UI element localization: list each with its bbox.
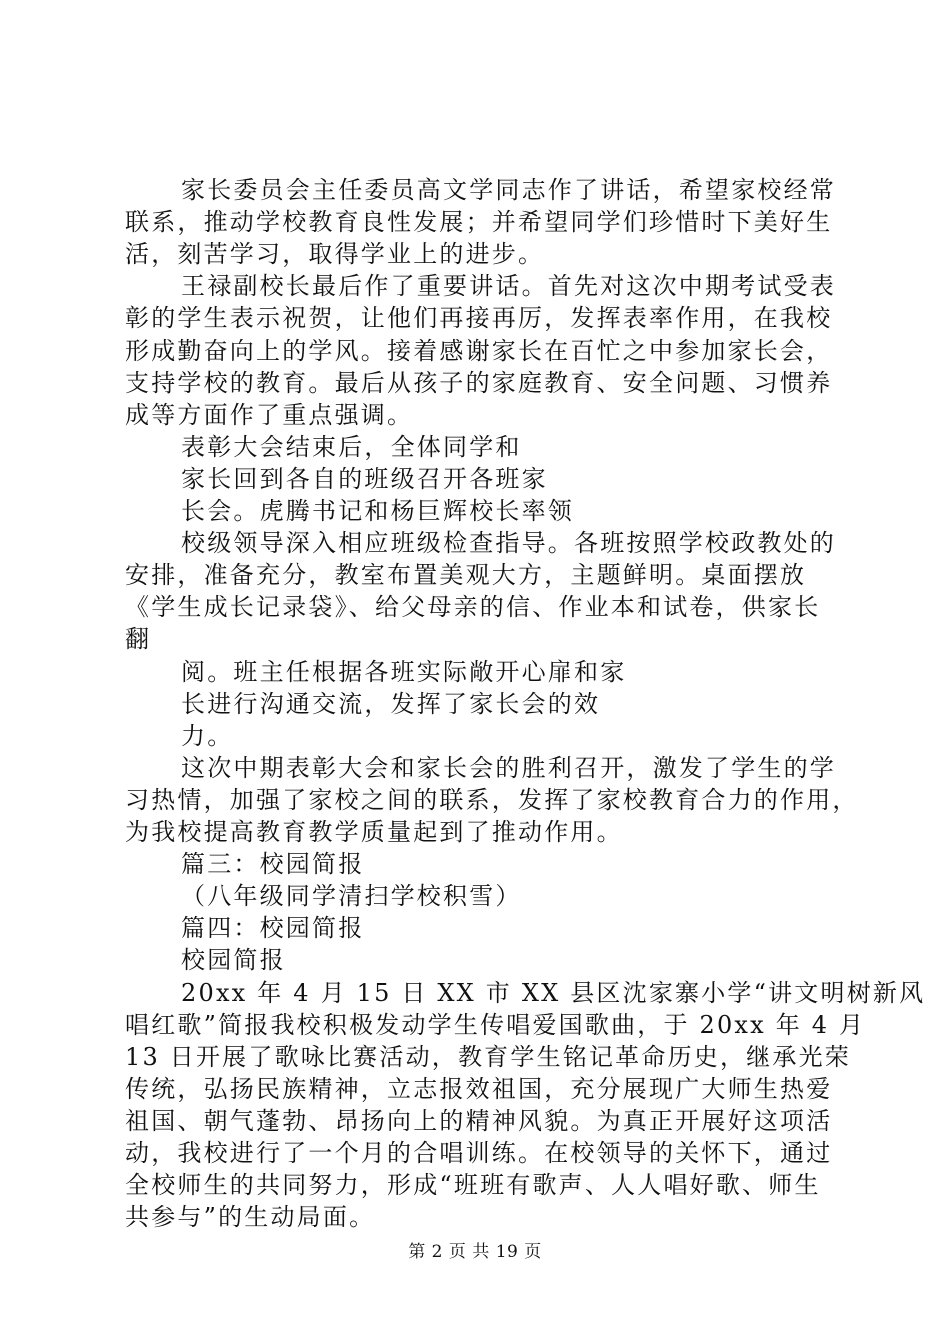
text-line: 共参与”的生动局面。 <box>125 1203 376 1232</box>
text-line: 为我校提高教育教学质量起到了推动作用。 <box>125 818 623 846</box>
text-line: 长会。虎腾书记和杨巨辉校长率领 <box>181 497 574 525</box>
text-line: 篇四：校园简报 <box>181 914 365 943</box>
text-line: 传统，弘扬民族精神，立志报效祖国，充分展现广大师生热爱 <box>125 1074 833 1103</box>
text-line: 活，刻苦学习，取得学业上的进步。 <box>125 240 545 269</box>
text-line: 阅。班主任根据各班实际敞开心扉和家 <box>181 657 627 686</box>
text-line: 联系，推动学校教育良性发展；并希望同学们珍惜时下美好生 <box>125 208 833 237</box>
text-line: （八年级同学清扫学校积雪） <box>181 882 522 911</box>
text-line: 唱红歌”简报我校积极发动学生传唱爱国歌曲，于 20xx 年 4 月 <box>125 1010 866 1039</box>
text-line: 校园简报 <box>181 946 286 975</box>
text-line: 动，我校进行了一个月的合唱训练。在校领导的关怀下，通过 <box>125 1139 833 1167</box>
text-line: 彰的学生表示祝贺，让他们再接再厉，发挥表率作用，在我校 <box>125 304 833 333</box>
text-line: 长进行沟通交流，发挥了家长会的效 <box>181 689 601 718</box>
text-line: 王禄副校长最后作了重要讲话。首先对这次中期考试受表 <box>181 272 836 301</box>
text-line: 20xx 年 4 月 15 日 XX 市 XX 县区沈家寨小学“讲文明树新风 <box>181 978 926 1007</box>
text-line: 《学生成长记录袋》、给父母亲的信、作业本和试卷，供家长 <box>125 593 821 622</box>
text-line: 全校师生的共同努力，形成“班班有歌声、人人唱好歌、师生 <box>125 1171 821 1200</box>
text-line: 形成勤奋向上的学风。接着感谢家长在百忙之中参加家长会， <box>125 336 833 365</box>
page-footer: 第 2 页 共 19 页 <box>408 1242 542 1262</box>
text-line: 校级领导深入相应班级检查指导。各班按照学校政教处的 <box>181 529 836 558</box>
text-line: 安排，准备充分，教室布置美观大方，主题鲜明。桌面摆放 <box>125 561 807 590</box>
text-line: 成等方面作了重点强调。 <box>125 400 414 429</box>
text-line: 家长回到各自的班级召开各班家 <box>181 464 548 493</box>
text-line: 习热情，加强了家校之间的联系，发挥了家校教育合力的作用， <box>125 785 859 814</box>
text-line: 力。 <box>181 721 234 750</box>
text-line: 这次中期表彰大会和家长会的胜利召开，激发了学生的学 <box>181 753 836 782</box>
text-line: 祖国、朝气蓬勃、昂扬向上的精神风貌。为真正开展好这项活 <box>125 1106 833 1135</box>
text-line: 表彰大会结束后，全体同学和 <box>181 432 522 461</box>
text-line: 篇三：校园简报 <box>181 850 365 879</box>
text-line: 13 日开展了歌咏比赛活动，教育学生铭记革命历史，继承光荣 <box>125 1042 851 1071</box>
text-line: 家长委员会主任委员高文学同志作了讲话，希望家校经常 <box>181 176 836 204</box>
text-line: 支持学校的教育。最后从孩子的家庭教育、安全问题、习惯养 <box>125 368 833 397</box>
text-line: 翻 <box>125 625 152 654</box>
